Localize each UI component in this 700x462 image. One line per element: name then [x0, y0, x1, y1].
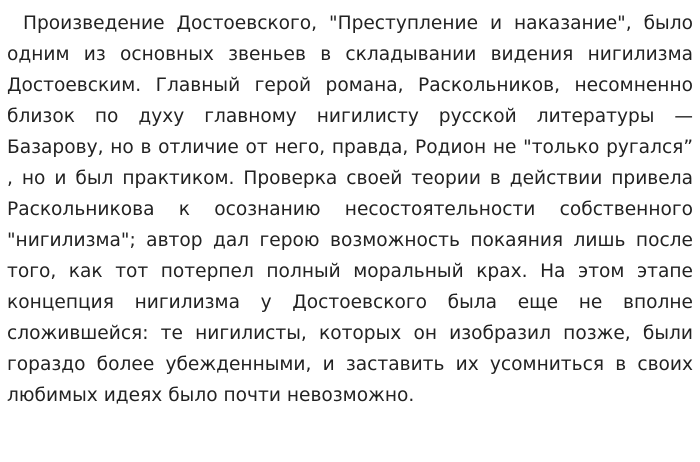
document-paragraph: Произведение Достоевского, "Преступление и наказание", было одним из основных звеньев в складывании видения нигилизма Достоевским. Главный герой романа, Раскольников, несомненно близок по духу главному нигилисту русской литературы — Базарову, но в отличие от него, правда, Родион не "только ругался” , но и был практиком. Проверка своей теории в действии привела Раскольникова к осознанию несостоятельности собственного "нигилизма"; автор дал герою возможность покаяния лишь после того, как тот потерпел полный моральный крах. На этом этапе концепция нигилизма у Достоевского была еще не вполне сложившейся: те нигилисты, которых он изобразил позже, были гораздо более убежденными, и заставить их усомниться в своих любимых идеях было почти невозможно.	[7, 13, 693, 406]
document-body	[7, 8, 693, 411]
